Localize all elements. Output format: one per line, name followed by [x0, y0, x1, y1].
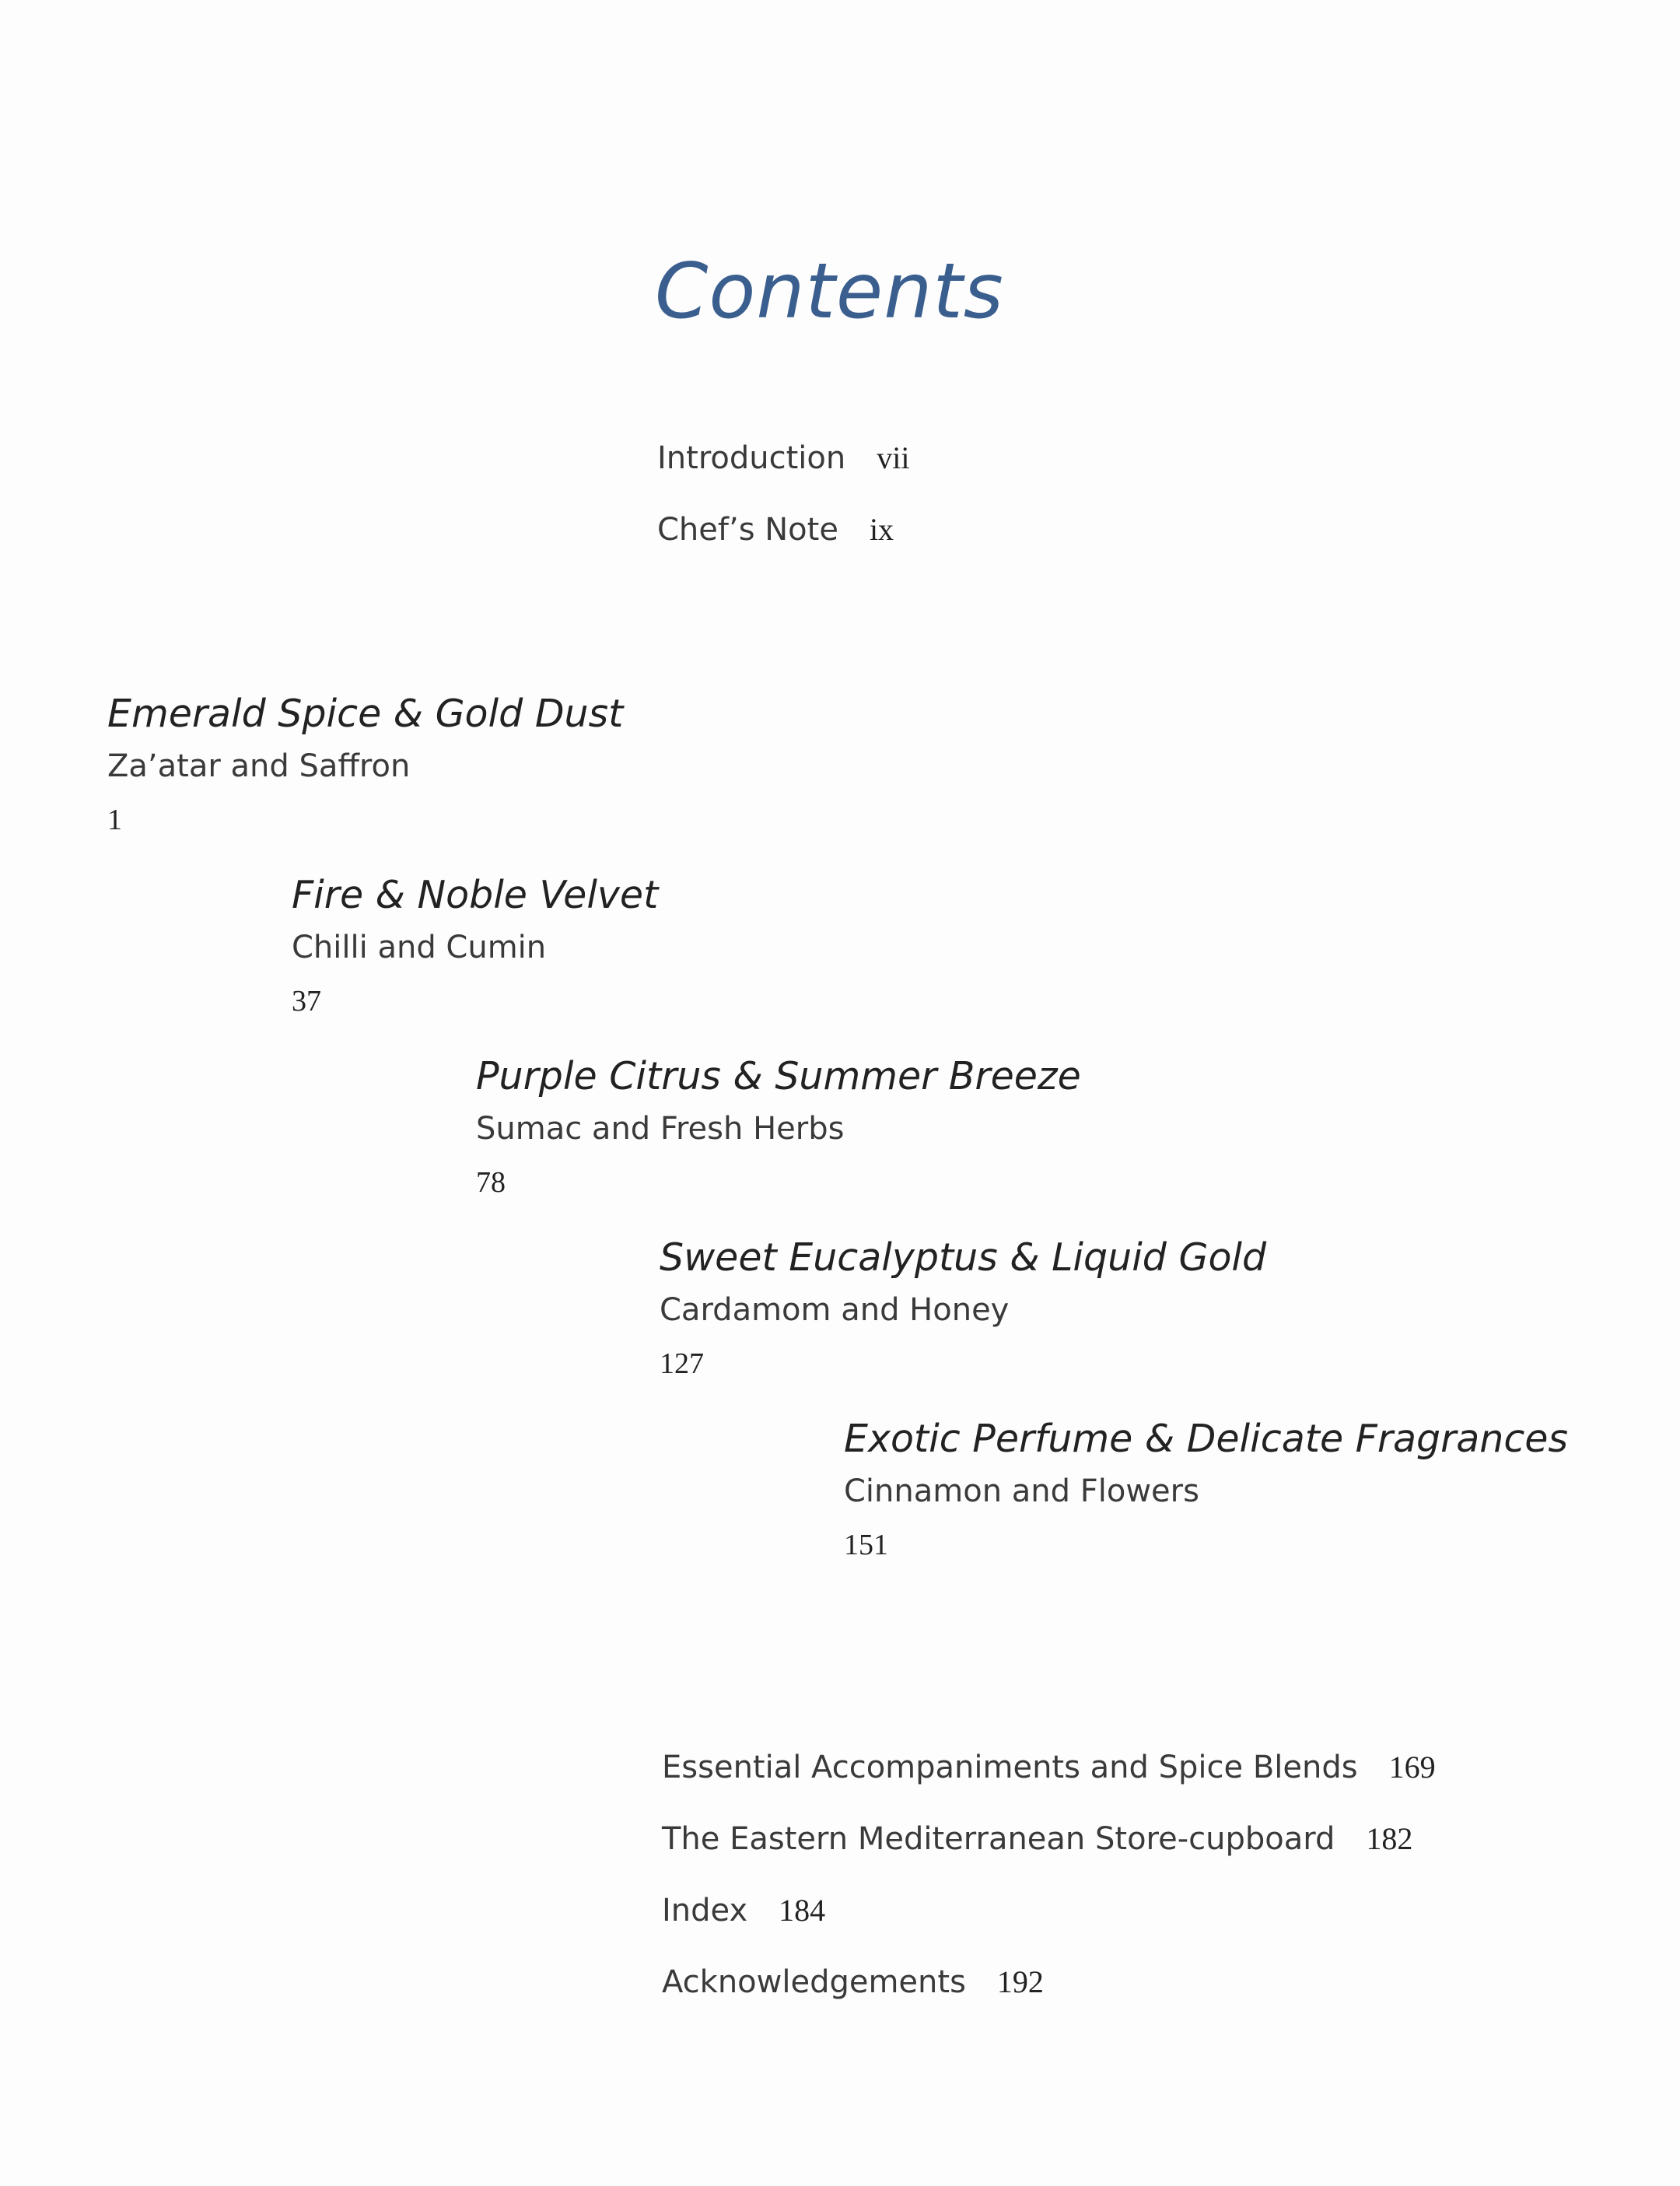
toc-chapter-3[interactable] [476, 1053, 1081, 1200]
toc-entry-label: Essential Accompaniments and Spice Blends [662, 1750, 1358, 1785]
toc-entry-store-cupboard[interactable] [662, 1820, 1412, 1857]
chapter-subtitle: Sumac and Fresh Herbs [476, 1111, 845, 1147]
toc-entry-page: 192 [996, 1964, 1044, 1999]
toc-chapter-1[interactable] [107, 691, 623, 837]
toc-entry-label: Acknowledgements [662, 1964, 966, 2000]
toc-entry-label: Chef’s Note [657, 512, 838, 548]
chapter-title: Emerald Spice & Gold Dust [107, 692, 624, 736]
toc-chapter-4[interactable] [660, 1235, 1266, 1381]
toc-entry-page: 169 [1388, 1750, 1436, 1785]
toc-entry-index[interactable] [662, 1892, 825, 1929]
toc-entry-page: ix [869, 512, 894, 547]
toc-entry-label: Index [662, 1893, 748, 1929]
toc-entry-page: 184 [779, 1893, 826, 1928]
chapter-page: 37 [292, 985, 321, 1018]
chapter-subtitle: Cardamom and Honey [660, 1292, 1010, 1328]
page-title: Contents [655, 247, 1004, 336]
chapter-page: 1 [107, 804, 122, 836]
toc-chapter-5[interactable] [844, 1416, 1568, 1562]
chapter-subtitle: Za’atar and Saffron [107, 748, 411, 784]
toc-entry-accompaniments[interactable] [662, 1749, 1436, 1785]
toc-entry-page: 182 [1366, 1821, 1413, 1856]
toc-entry-introduction[interactable] [657, 440, 909, 476]
chapter-title: Exotic Perfume & Delicate Fragrances [844, 1417, 1568, 1461]
toc-entry-label: The Eastern Mediterranean Store-cupboard [662, 1821, 1335, 1857]
chapter-title: Sweet Eucalyptus & Liquid Gold [660, 1235, 1267, 1280]
toc-chapter-2[interactable] [292, 872, 658, 1018]
chapter-title: Fire & Noble Velvet [292, 873, 659, 917]
chapter-page: 78 [476, 1166, 506, 1199]
toc-entry-label: Introduction [657, 440, 846, 476]
chapter-subtitle: Chilli and Cumin [292, 930, 547, 965]
chapter-title: Purple Citrus & Summer Breeze [476, 1054, 1081, 1098]
chapter-page: 127 [660, 1347, 704, 1380]
toc-entry-acknowledgements[interactable] [662, 1964, 1044, 2000]
chapter-subtitle: Cinnamon and Flowers [844, 1473, 1199, 1509]
toc-entry-page: vii [877, 440, 910, 475]
toc-entry-chefs-note[interactable] [657, 511, 894, 548]
chapter-page: 151 [844, 1529, 888, 1561]
